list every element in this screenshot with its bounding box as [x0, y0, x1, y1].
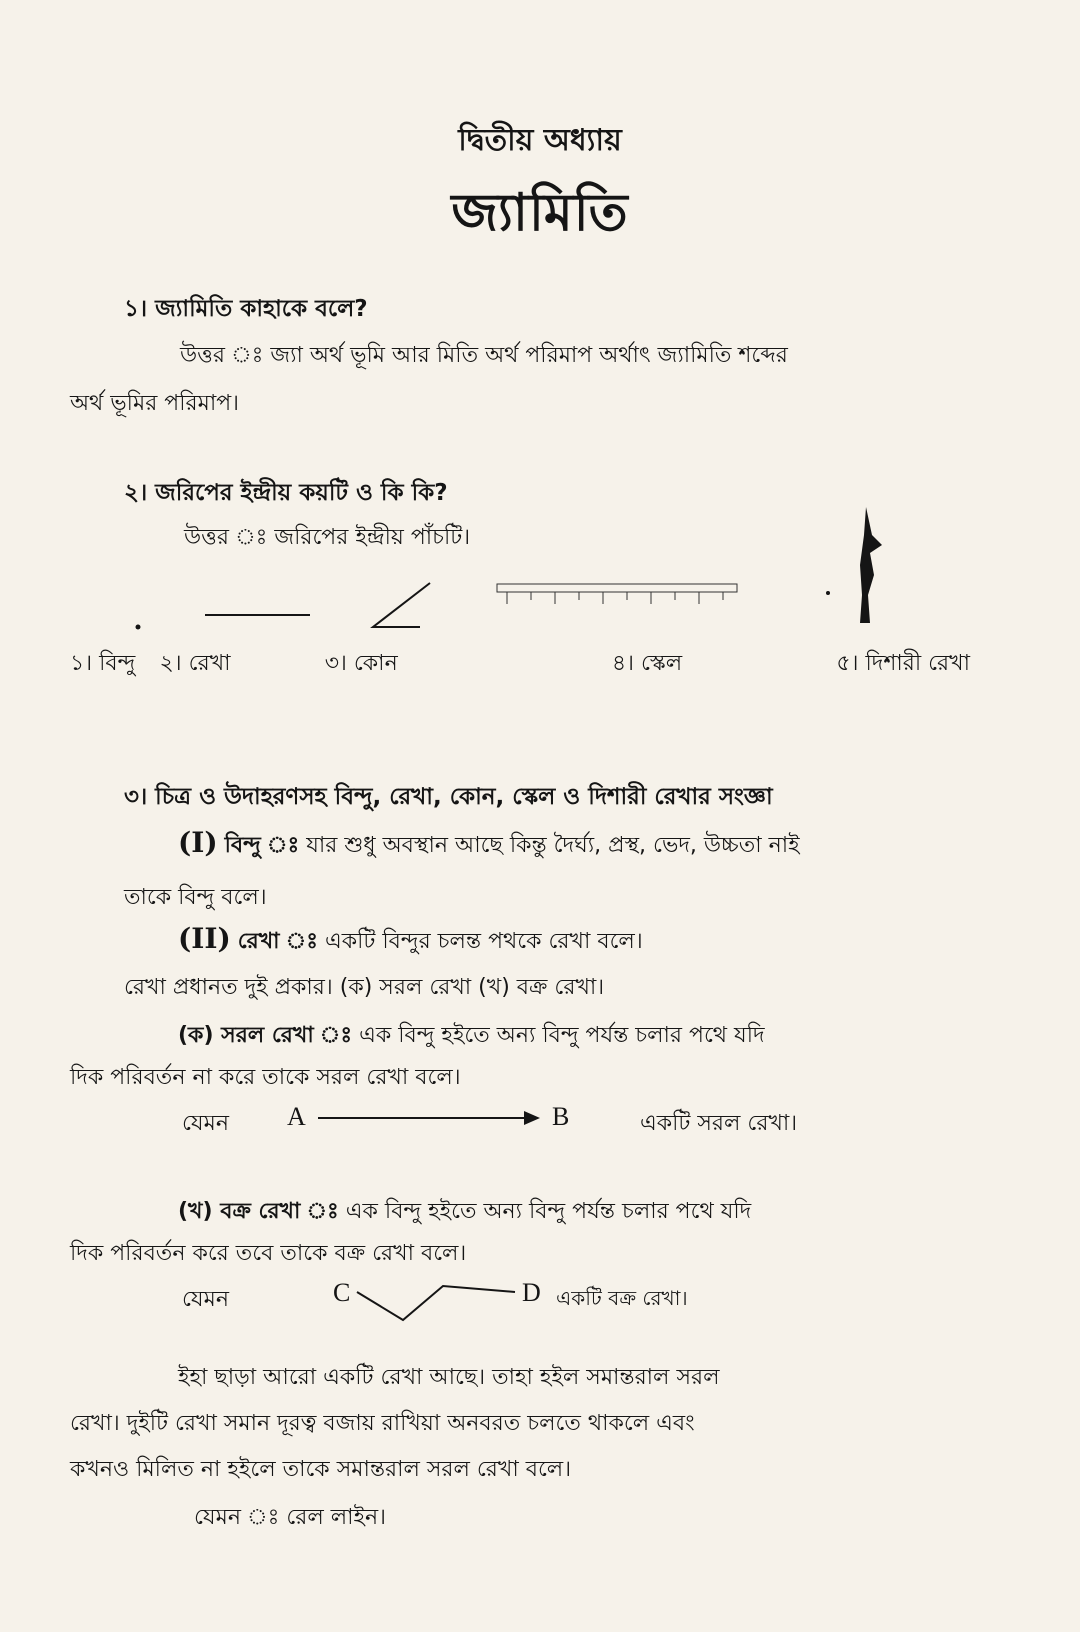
question-2: ২। জরিপের ইন্দ্রীয় কয়টি ও কি কি?	[124, 480, 448, 506]
point-figure	[136, 625, 141, 630]
survey-item-angle: ৩। কোন	[324, 651, 398, 676]
question-3: ৩। চিত্র ও উদাহরণসহ বিন্দু, রেখা, কোন, স্কেল ও দিশারী রেখার সংজ্ঞা	[124, 784, 773, 810]
answer-1-line-1: উত্তর ঃ জ্যা অর্থ ভূমি আর মিতি অর্থ পরিমাপ অর্থাৎ জ্যামিতি শব্দের	[180, 343, 788, 368]
chapter-heading: দ্বিতীয় অধ্যায়	[458, 123, 622, 158]
straight-line-text: এক বিন্দু হইতে অন্য বিন্দু পর্যন্ত চলার পথে যদি	[359, 1023, 765, 1048]
straight-line-definition-1	[178, 1018, 765, 1055]
scale-figure	[495, 582, 745, 624]
label-a: A	[287, 1102, 306, 1131]
survey-item-ranging-line: ৫। দিশারী রেখা	[836, 651, 970, 676]
term-curved-line: (খ) বক্র রেখা ঃ	[178, 1199, 339, 1224]
curved-line-definition-1	[178, 1194, 751, 1231]
page-title: জ্যামিতি	[451, 183, 629, 243]
label-d: D	[522, 1278, 541, 1307]
angle-figure	[373, 583, 430, 627]
curved-line-definition-2: দিক পরিবর্তন করে তবে তাকে বক্র রেখা বলে।	[70, 1241, 467, 1266]
point-definition-line-1	[178, 826, 800, 865]
parallel-line-3: কখনও মিলিত না হইলে তাকে সমান্তরাল সরল রেখা বলে।	[70, 1457, 572, 1482]
roman-numeral-1: (I)	[178, 826, 218, 859]
straight-line-figure	[318, 1108, 548, 1128]
survey-item-line: ২। রেখা	[159, 651, 231, 676]
ranging-rod-figure	[820, 505, 890, 625]
point-definition-line-2: তাকে বিন্দু বলে।	[124, 885, 267, 910]
term-straight-line: (ক) সরল রেখা ঃ	[178, 1023, 353, 1048]
survey-item-scale: ৪। স্কেল	[611, 651, 683, 676]
curved-example-word: যেমন	[182, 1287, 229, 1312]
line-definition-text: একটি বিন্দুর চলন্ত পথকে রেখা বলে।	[324, 929, 643, 954]
curved-line-text: এক বিন্দু হইতে অন্য বিন্দু পর্যন্ত চলার পথে যদি	[345, 1199, 752, 1224]
survey-items-figures	[120, 575, 520, 635]
parallel-line-2: রেখা। দুইটি রেখা সমান দূরত্ব বজায় রাখিয়া অনবরত চলতে থাকলে এবং	[70, 1411, 695, 1436]
line-definition	[178, 922, 643, 961]
curved-line-caption: একটি বক্র রেখা।	[556, 1286, 688, 1310]
label-b: B	[552, 1102, 570, 1131]
survey-items-list	[70, 646, 970, 683]
term-line: রেখা ঃ	[237, 929, 318, 954]
answer-1-line-2: অর্থ ভূমির পরিমাপ।	[70, 391, 240, 416]
straight-example-word: যেমন	[182, 1111, 229, 1136]
curved-line-figure	[355, 1280, 525, 1330]
answer-2: উত্তর ঃ জরিপের ইন্দ্রীয় পাঁচটি।	[184, 525, 471, 550]
survey-item-point: ১। বিন্দু	[70, 651, 136, 676]
parallel-example: যেমন ঃ রেল লাইন।	[194, 1505, 386, 1530]
line-types: রেখা প্রধানত দুই প্রকার। (ক) সরল রেখা (খ) বক্র রেখা।	[124, 975, 605, 1000]
label-c: C	[333, 1278, 351, 1307]
point-definition-text: যার শুধু অবস্থান আছে কিন্তু দৈর্ঘ্য, প্রস্থ, ভেদ, উচ্চতা নাই	[306, 833, 800, 858]
straight-line-caption: একটি সরল রেখা।	[640, 1111, 798, 1136]
term-point: বিন্দু ঃ	[224, 833, 300, 858]
parallel-line-1: ইহা ছাড়া আরো একটি রেখা আছে। তাহা হইল সমান্তরাল সরল	[178, 1365, 720, 1390]
question-1: ১। জ্যামিতি কাহাকে বলে?	[124, 296, 368, 322]
straight-line-definition-2: দিক পরিবর্তন না করে তাকে সরল রেখা বলে।	[70, 1065, 461, 1090]
roman-numeral-2: (II)	[178, 922, 231, 955]
